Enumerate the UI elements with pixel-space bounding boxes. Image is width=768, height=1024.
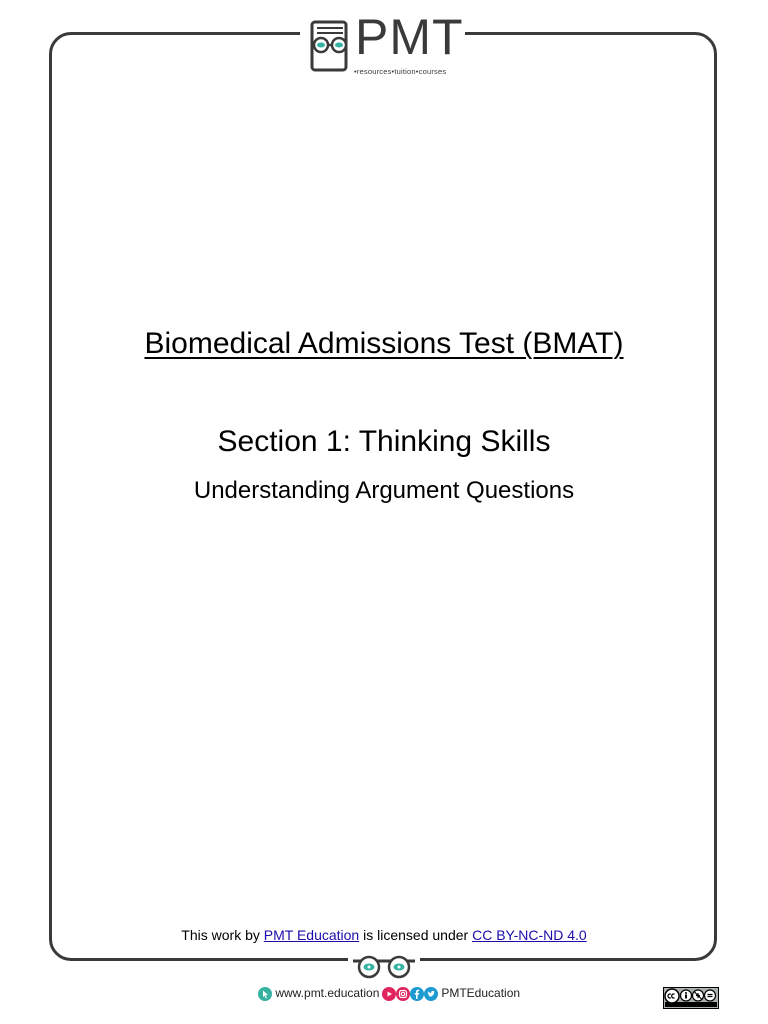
book-glasses-icon <box>309 20 353 72</box>
website-text: www.pmt.education <box>275 986 380 1000</box>
glasses-icon <box>353 955 415 979</box>
instagram-icon <box>396 987 410 1001</box>
document-title: Biomedical Admissions Test (BMAT) <box>144 327 624 360</box>
twitter-icon <box>424 987 438 1001</box>
youtube-icon <box>382 987 396 1001</box>
license-prefix: This work by <box>181 927 264 943</box>
logo-text: PMT <box>355 9 464 65</box>
social-handle: PMTEducation <box>441 986 521 1000</box>
facebook-icon <box>410 987 424 1001</box>
cc-license-badge-icon[interactable] <box>663 987 719 1009</box>
license-notice <box>0 927 768 943</box>
license-link[interactable]: CC BY-NC-ND 4.0 <box>472 927 587 943</box>
cursor-icon <box>258 987 272 1001</box>
author-link[interactable]: PMT Education <box>263 927 360 943</box>
license-middle: is licensed under <box>359 927 473 943</box>
section-subtitle: Understanding Argument Questions <box>193 477 575 504</box>
logo-tagline: •resources•tuition•courses <box>354 67 447 76</box>
footer-website[interactable] <box>258 986 379 1001</box>
section-heading: Section 1: Thinking Skills <box>217 425 551 458</box>
footer-social[interactable] <box>382 986 520 1001</box>
